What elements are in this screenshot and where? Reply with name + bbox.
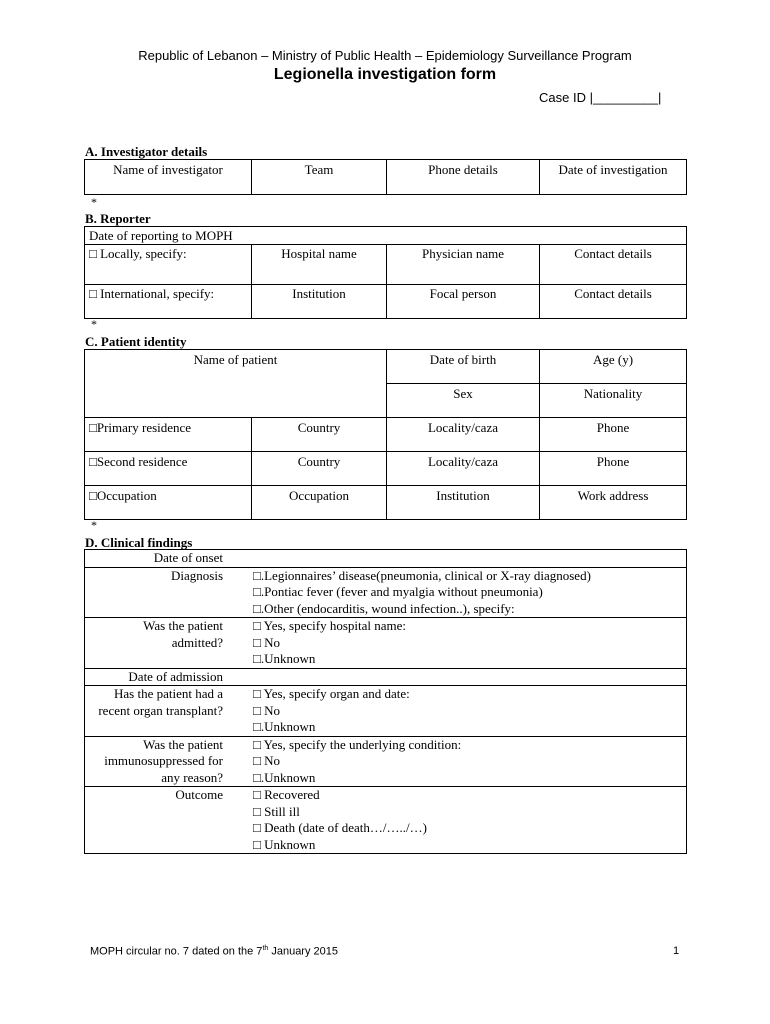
investigator-table (84, 159, 687, 195)
onset-value (241, 550, 687, 568)
admitted-label-line: Was the patient (143, 618, 223, 633)
nationality-cell: Nationality (540, 384, 687, 418)
country-cell: Country (252, 452, 387, 486)
footer-text-end: January 2015 (268, 945, 338, 958)
phone-cell: Phone (540, 452, 687, 486)
international-option: □ International, specify: (85, 285, 252, 319)
transplant-label-line: Has the patient had a (113, 686, 223, 701)
investigator-name-cell: Name of investigator (85, 160, 252, 195)
outcome-recovered-option: □ Recovered (253, 787, 320, 802)
separator-star: * (91, 195, 97, 209)
reporting-date-cell: Date of reporting to MOPH (85, 227, 687, 245)
admitted-options (241, 618, 687, 669)
form-title: Legionella investigation form (273, 66, 497, 83)
admitted-no-option: □ No (253, 634, 280, 650)
clinical-findings-table (84, 549, 687, 854)
admission-date-value (241, 668, 687, 686)
diagnosis-options (241, 567, 687, 618)
outcome-label: Outcome (85, 787, 242, 854)
transplant-no-option: □ No (253, 702, 280, 718)
admitted-unknown-option: □.Unknown (253, 651, 316, 666)
transplant-unknown-option: □.Unknown (253, 719, 316, 734)
patient-name-cell: Name of patient (85, 350, 387, 418)
outcome-unknown-option: □ Unknown (253, 836, 316, 852)
other-diagnosis-option: □.Other (endocarditis, wound infection..), specify: (253, 600, 515, 616)
primary-residence-option: □Primary residence (85, 418, 252, 452)
section-a-title: A. Investigator details (85, 144, 208, 159)
footer-text: MOPH circular no. 7 dated on the 7 (90, 945, 263, 958)
outcome-options (241, 787, 687, 854)
locality-cell: Locality/caza (387, 452, 540, 486)
contact-details-cell: Contact details (540, 285, 687, 319)
focal-person-cell: Focal person (387, 285, 540, 319)
diagnosis-label: Diagnosis (85, 567, 242, 618)
second-residence-option: □Second residence (85, 452, 252, 486)
immuno-label-line: immunosuppressed for (104, 753, 223, 768)
hospital-name-cell: Hospital name (252, 245, 387, 285)
immuno-options (241, 736, 687, 787)
immuno-no-option: □ No (253, 753, 280, 768)
immuno-label-line: Was the patient (143, 736, 223, 752)
immuno-unknown-option: □.Unknown (253, 769, 316, 785)
legionnaires-option: □.Legionnaires’ disease(pneumonia, clinical or X-ray diagnosed) (253, 567, 591, 583)
transplant-label (85, 686, 242, 737)
age-cell: Age (y) (540, 350, 687, 384)
admitted-label-line: admitted? (171, 634, 223, 650)
immuno-yes-option: □ Yes, specify the underlying condition: (253, 736, 462, 752)
occupation-option: □Occupation (85, 486, 252, 520)
outcome-death-option: □ Death (date of death…/…../…) (253, 820, 427, 835)
sex-cell: Sex (387, 384, 540, 418)
institution-cell: Institution (387, 486, 540, 520)
separator-star: * (91, 317, 97, 331)
section-c-title: C. Patient identity (85, 334, 187, 349)
work-address-cell: Work address (540, 486, 687, 520)
patient-identity-table (84, 349, 687, 520)
occupation-cell: Occupation (252, 486, 387, 520)
investigation-date-cell: Date of investigation (540, 160, 687, 195)
case-id-field: Case ID |_________| (539, 90, 662, 105)
institution-cell: Institution (252, 285, 387, 319)
admitted-label (85, 618, 242, 669)
transplant-options (241, 686, 687, 737)
footer-circular (90, 945, 338, 958)
outcome-still-ill-option: □ Still ill (253, 803, 300, 819)
page-number: 1 (673, 945, 680, 957)
transplant-label-line: recent organ transplant? (98, 702, 223, 718)
country-cell: Country (252, 418, 387, 452)
physician-name-cell: Physician name (387, 245, 540, 285)
contact-details-cell: Contact details (540, 245, 687, 285)
phone-cell: Phone (540, 418, 687, 452)
phone-details-cell: Phone details (387, 160, 540, 195)
immuno-label (85, 736, 242, 787)
section-b-title: B. Reporter (85, 211, 151, 226)
onset-label: Date of onset (85, 550, 242, 568)
immuno-label-line: any reason? (161, 769, 223, 785)
locality-cell: Locality/caza (387, 418, 540, 452)
locally-option: □ Locally, specify: (85, 245, 252, 285)
team-cell: Team (252, 160, 387, 195)
separator-star: * (91, 518, 97, 532)
admission-date-label: Date of admission (85, 668, 242, 686)
transplant-yes-option: □ Yes, specify organ and date: (253, 686, 410, 701)
section-d-title: D. Clinical findings (85, 535, 193, 550)
program-header: Republic of Lebanon – Ministry of Public Health – Epidemiology Surveillance Program (138, 48, 632, 63)
pontiac-option: □.Pontiac fever (fever and myalgia without pneumonia) (253, 584, 543, 599)
dob-cell: Date of birth (387, 350, 540, 384)
admitted-yes-option: □ Yes, specify hospital name: (253, 618, 407, 633)
reporter-table (84, 226, 687, 319)
footer-superscript: th (262, 945, 269, 952)
